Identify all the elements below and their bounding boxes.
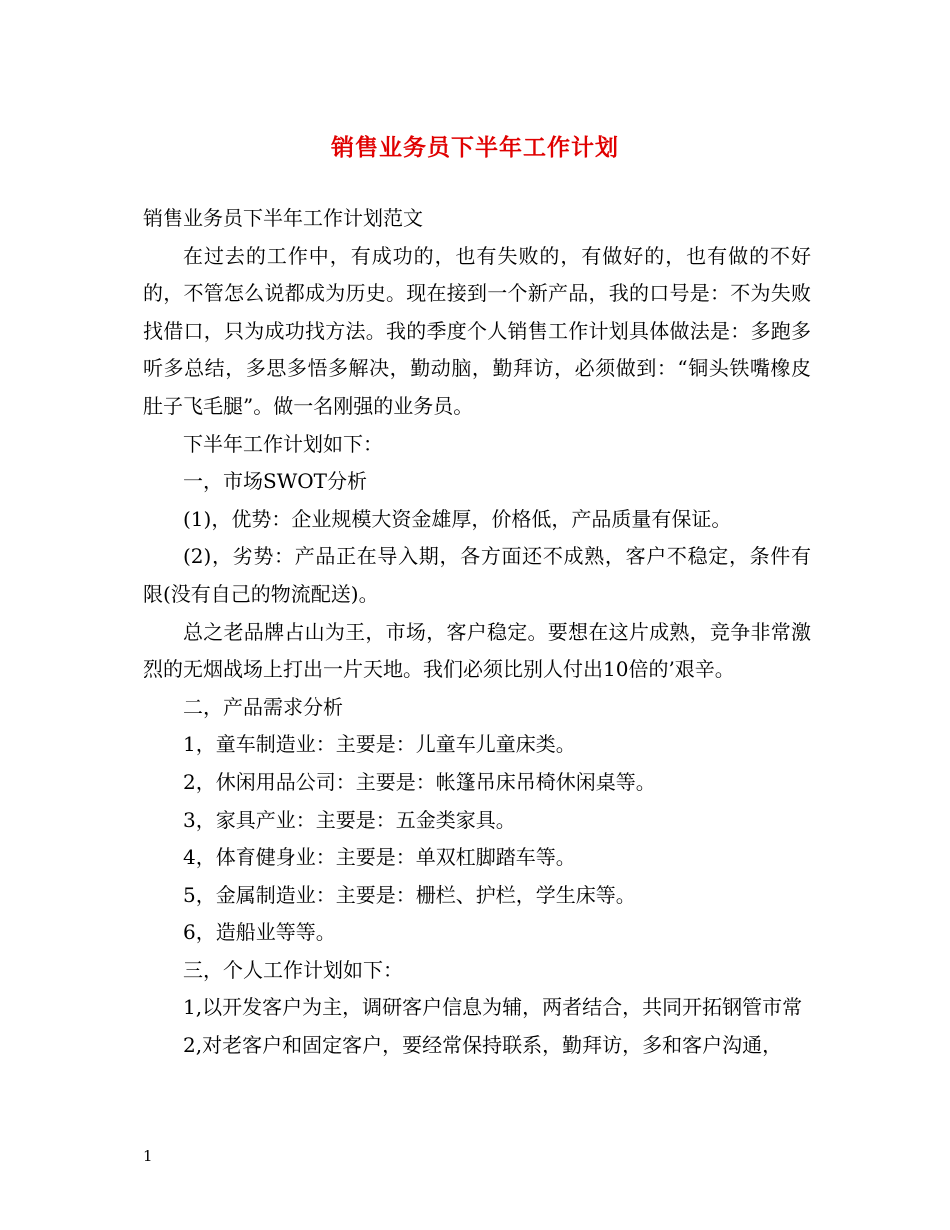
paragraph: 4，体育健身业：主要是：单双杠脚踏车等。 <box>183 845 576 870</box>
paragraph: 1,以开发客户为主，调研客户信息为辅，两者结合，共同开拓钢管市常 <box>183 995 803 1020</box>
paragraph: (2)，劣势：产品正在导入期，各方面还不成熟，客户不稳定，条件有限(没有自己的物流配送)。 <box>143 544 811 606</box>
paragraph: 在过去的工作中，有成功的，也有失败的，有做好的，也有做的不好的，不管怎么说都成为历史。现在接到一个新产品，我的口号是：不为失败找借口，只为成功找方法。我的季度个人销售工作计划具体做法是：多跑多听多总结，多思多悟多解决，勤动脑，勤拜访，必须做到：“铜头铁嘴橡皮肚子飞毛腿”。做一名刚强的业务员。 <box>143 243 811 418</box>
paragraph: 销售业务员下半年工作计划范文 <box>143 206 423 230</box>
paragraph: 二，产品需求分析 <box>183 694 343 719</box>
page-number: 1 <box>143 1147 153 1165</box>
document-body <box>143 200 811 1065</box>
paragraph: 一，市场SWOT分析 <box>183 469 367 494</box>
paragraph: 2，休闲用品公司：主要是：帐篷吊床吊椅休闲桌等。 <box>183 769 656 794</box>
document-title: 销售业务员下半年工作计划 <box>331 134 619 161</box>
paragraph: 1，童车制造业：主要是：儿童车儿童床类。 <box>183 732 576 757</box>
paragraph: 三，个人工作计划如下： <box>183 957 403 982</box>
paragraph: 总之老品牌占山为王，市场，客户稳定。要想在这片成熟，竞争非常激烈的无烟战场上打出一片天地。我们必须比别人付出10倍的’艰辛。 <box>143 619 811 682</box>
paragraph: 3，家具产业：主要是：五金类家具。 <box>183 807 516 832</box>
paragraph: 下半年工作计划如下： <box>183 431 383 456</box>
paragraph: 2,对老客户和固定客户，要经常保持联系，勤拜访，多和客户沟通， <box>183 1033 783 1058</box>
paragraph: (1)，优势：企业规模大资金雄厚，价格低，产品质量有保证。 <box>183 506 732 531</box>
paragraph: 6，造船业等等。 <box>183 920 336 945</box>
paragraph: 5，金属制造业：主要是：栅栏、护栏，学生床等。 <box>183 882 636 907</box>
